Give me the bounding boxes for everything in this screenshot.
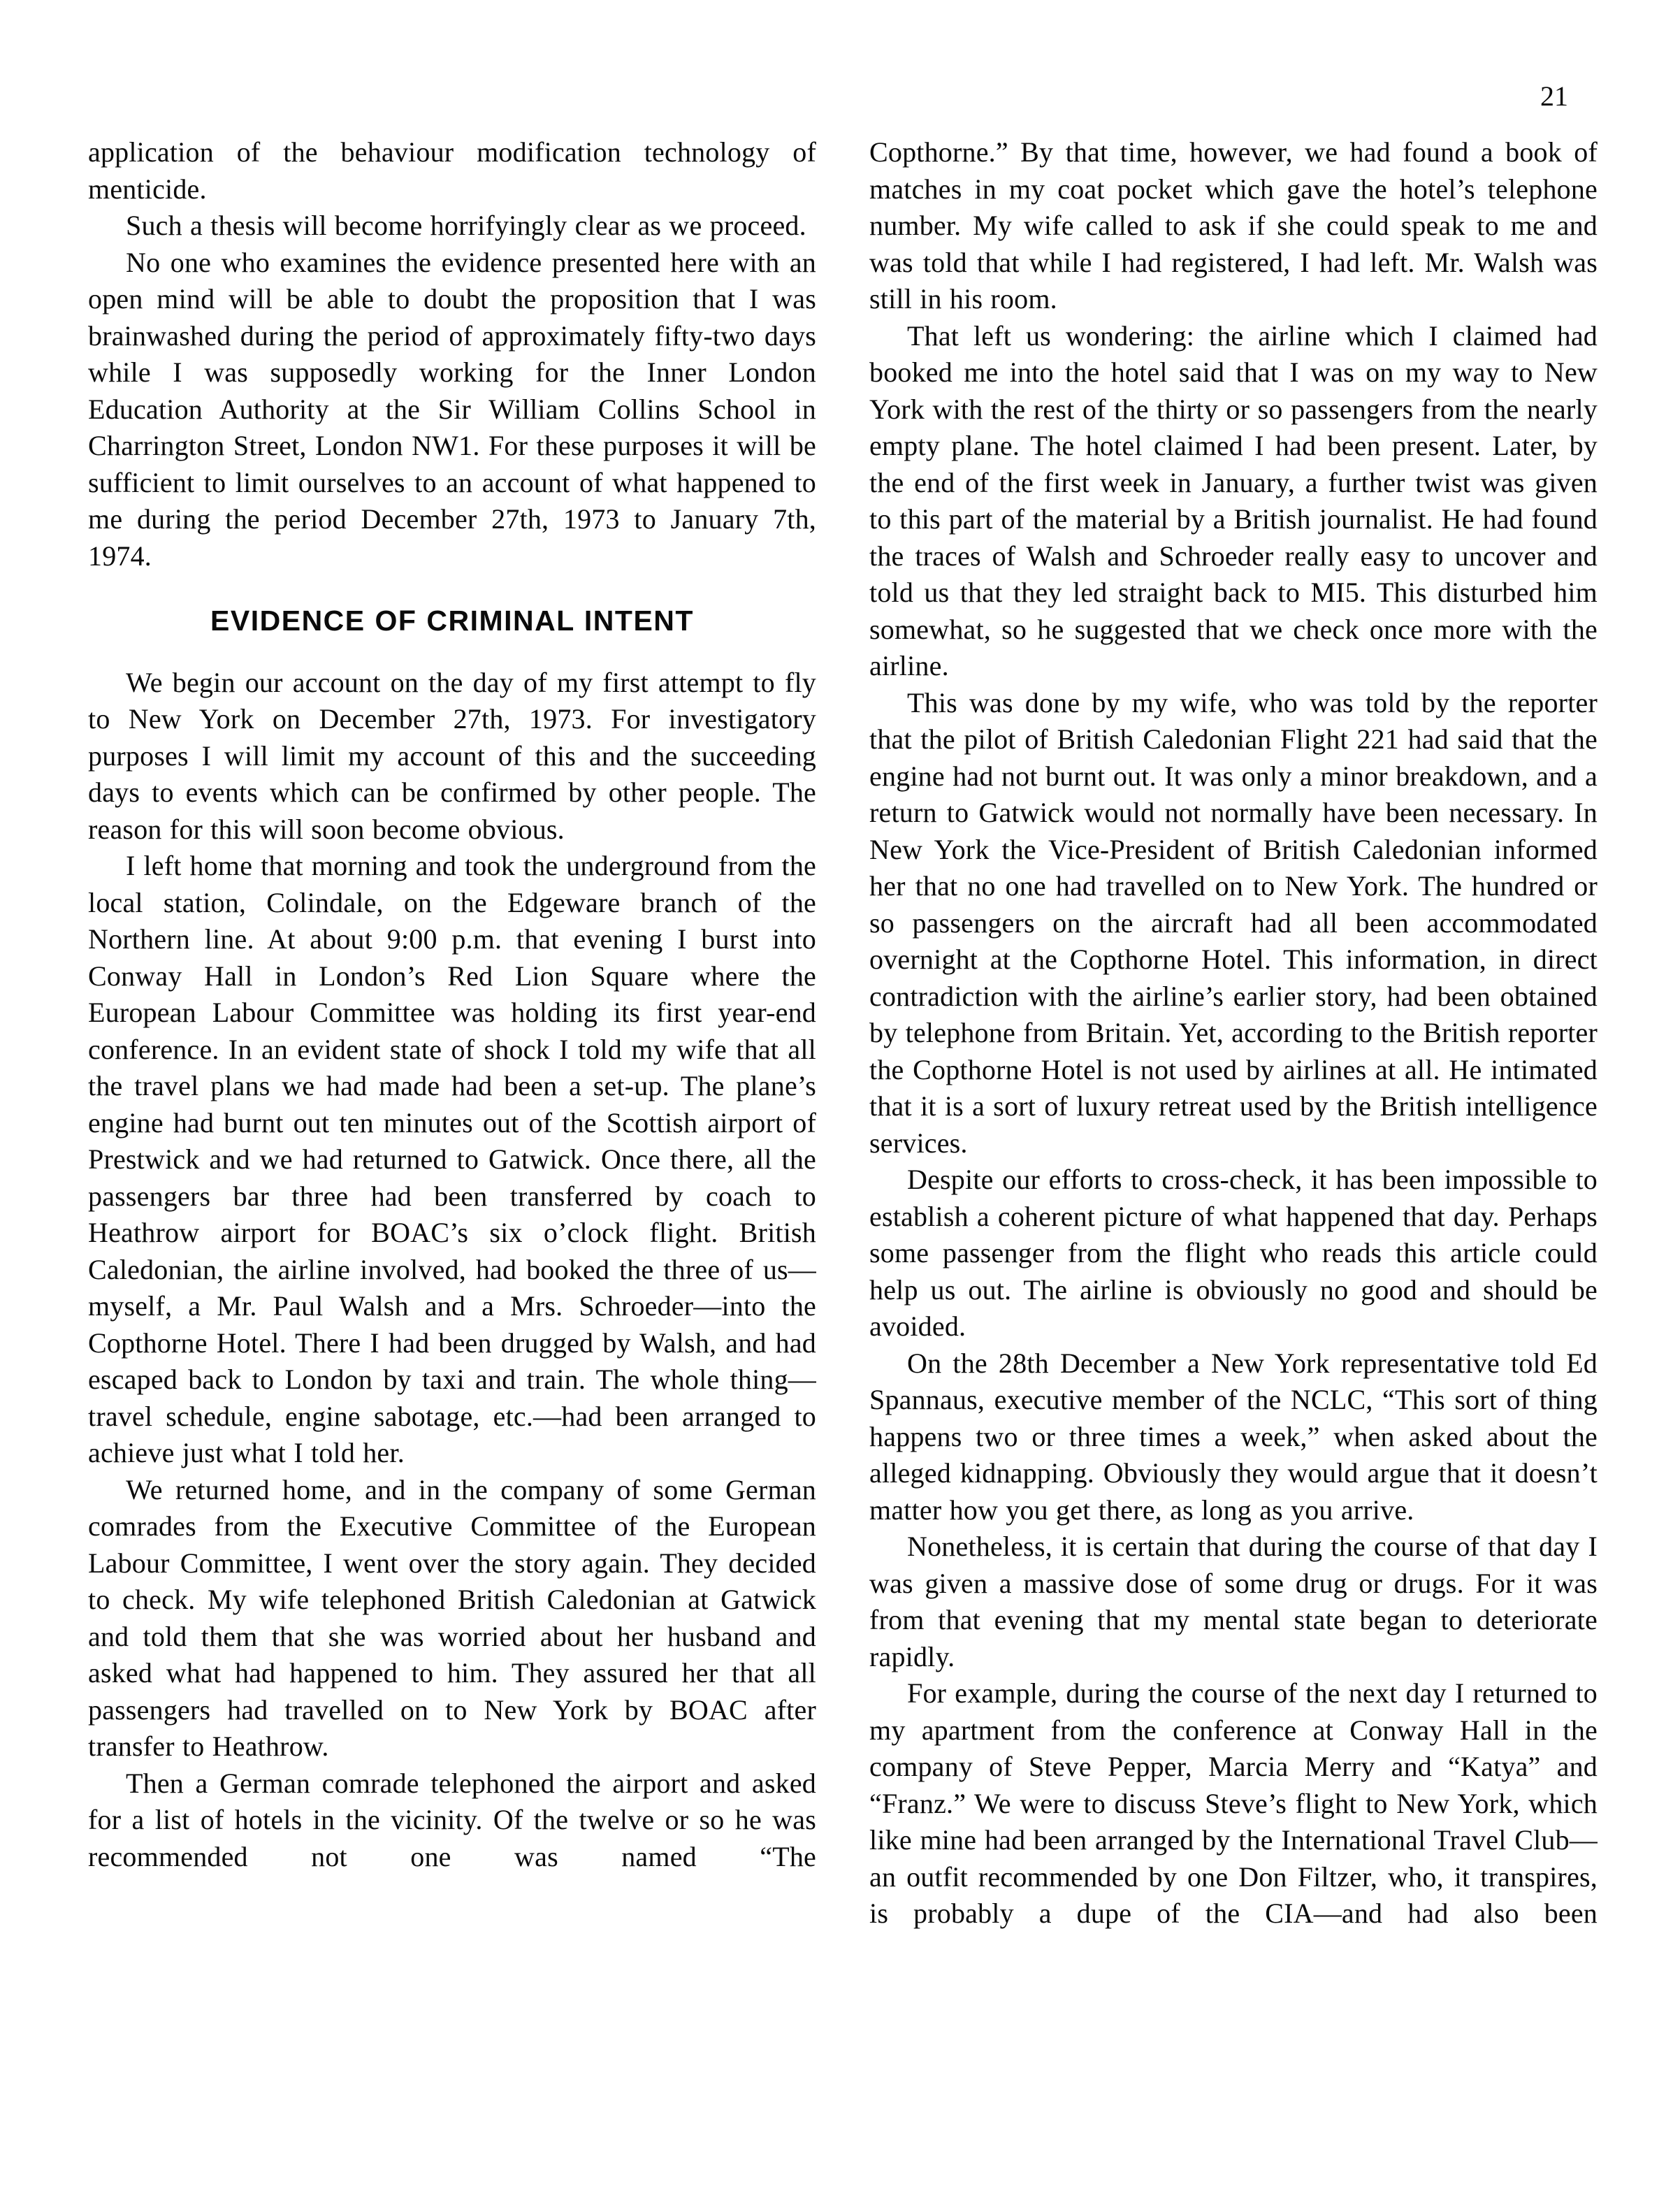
paragraph: That left us wondering: the airline which I claimed had booked me into the hotel said that I was on my way to New York with the rest of the thirty or so passengers from the nearly empty plane. The hotel claimed I had been present. Later, by the end of the first week in January, a further twist was given to this part of the material by a British journalist. He had found the traces of Walsh and Schroeder really easy to uncover and told us that they led straight back to MI5. This disturbed him somewhat, so he suggested that we check once more with the airline. [869, 319, 1598, 681]
paragraph: Despite our efforts to cross-check, it has been impossible to establish a coherent picture of what happened that day. Perhaps some passenger from the flight who reads this article could help us out. The airline is obviously no good and should be avoided. [869, 1164, 1598, 1342]
paragraph: Such a thesis will become horrifyingly clear as we proceed. [126, 210, 806, 241]
section-heading: EVIDENCE OF CRIMINAL INTENT [210, 605, 694, 637]
paragraph: This was done by my wife, who was told by the reporter that the pilot of British Caledonian Flight 221 had said that the engine had not burnt out. It was only a minor breakdown, and a return to Gatwick would not normally have been necessary. In New York the Vice-President of British Caledonian informed her that no one had travelled on to New York. The hundred or so passengers on the aircraft had all been accommodated overnight at the Copthorne Hotel. This information, in direct contradiction with the airline’s earlier story, had been obtained by telephone from Britain. Yet, according to the British reporter the Copthorne Hotel is not used by airlines at all. He intimated that it is a sort of luxury retreat used by the British intelligence services. [869, 686, 1598, 1159]
paragraph: Then a German comrade telephoned the airport and asked for a list of hotels in the vicinity. Of the twelve or so he was recommended not one was named “The [88, 1767, 816, 1872]
page-number: 21 [1540, 80, 1568, 112]
paragraph: We begin our account on the day of my first attempt to fly to New York on December 27th, 1973. For investigatory purposes I will limit my account of this and the succeeding days to events which can be confirmed by other people. The reason for this will soon become obvious. [88, 666, 816, 845]
right-column [869, 134, 1598, 1932]
paragraph: application of the behaviour modification technology of menticide. [88, 136, 816, 205]
paragraph: On the 28th December a New York representative told Ed Spannaus, executive member of the NCLC, “This sort of thing happens two or three times a week,” when asked about the alleged kidnapping. Obviously they would argue that it doesn’t matter how you get there, as long as you arrive. [869, 1347, 1598, 1526]
paragraph: I left home that morning and took the underground from the local station, Colindale, on the Edgeware branch of the Northern line. At about 9:00 p.m. that evening I burst into Conway Hall in London’s Red Lion Square where the European Labour Committee was holding its first year-end conference. In an evident state of shock I told my wife that all the travel plans we had made had been a set-up. The plane’s engine had burnt out ten minutes out of the Scottish airport of Prestwick and we had returned to Gatwick. Once there, all the passengers bar three had been transferred by coach to Heathrow airport for BOAC’s six o’clock flight. British Caledonian, the airline involved, had booked the three of us—myself, a Mr. Paul Walsh and a Mrs. Schroeder—into the Copthorne Hotel. There I had been drugged by Walsh, and had escaped back to London by taxi and train. The whole thing—travel schedule, engine sabotage, etc.—had been arranged to achieve just what I told her. [88, 850, 816, 1468]
paragraph: No one who examines the evidence presented here with an open mind will be able to doubt the proposition that I was brainwashed during the period of approximately fifty-two days while I was supposedly working for the Inner London Education Authority at the Sir William Collins School in Charrington Street, London NW1. For these purposes it will be sufficient to limit ourselves to an account of what happened to me during the period December 27th, 1973 to January 7th, 1974. [88, 246, 816, 572]
paragraph: Nonetheless, it is certain that during the course of that day I was given a massive dose of some drug or drugs. For it was from that evening that my mental state began to deteriorate rapidly. [869, 1531, 1598, 1672]
paragraph: We returned home, and in the company of some German comrades from the Executive Committee of the European Labour Committee, I went over the story again. They decided to check. My wife telephoned British Caledonian at Gatwick and told them that she was worried about her husband and asked what had happened to him. They assured her that all passengers had travelled on to New York by BOAC after transfer to Heathrow. [88, 1473, 816, 1762]
left-column [88, 134, 816, 1875]
paragraph: Copthorne.” By that time, however, we had found a book of matches in my coat pocket which gave the hotel’s telephone number. My wife called to ask if she could speak to me and was told that while I had registered, I had left. Mr. Walsh was still in his room. [869, 136, 1598, 315]
paragraph: For example, during the course of the next day I returned to my apartment from the conference at Conway Hall in the company of Steve Pepper, Marcia Merry and “Katya” and “Franz.” We were to discuss Steve’s flight to New York, which like mine had been arranged by the International Travel Club—an outfit recommended by one Don Filtzer, who, it transpires, is probably a dupe of the CIA—and had also been [869, 1677, 1598, 1929]
